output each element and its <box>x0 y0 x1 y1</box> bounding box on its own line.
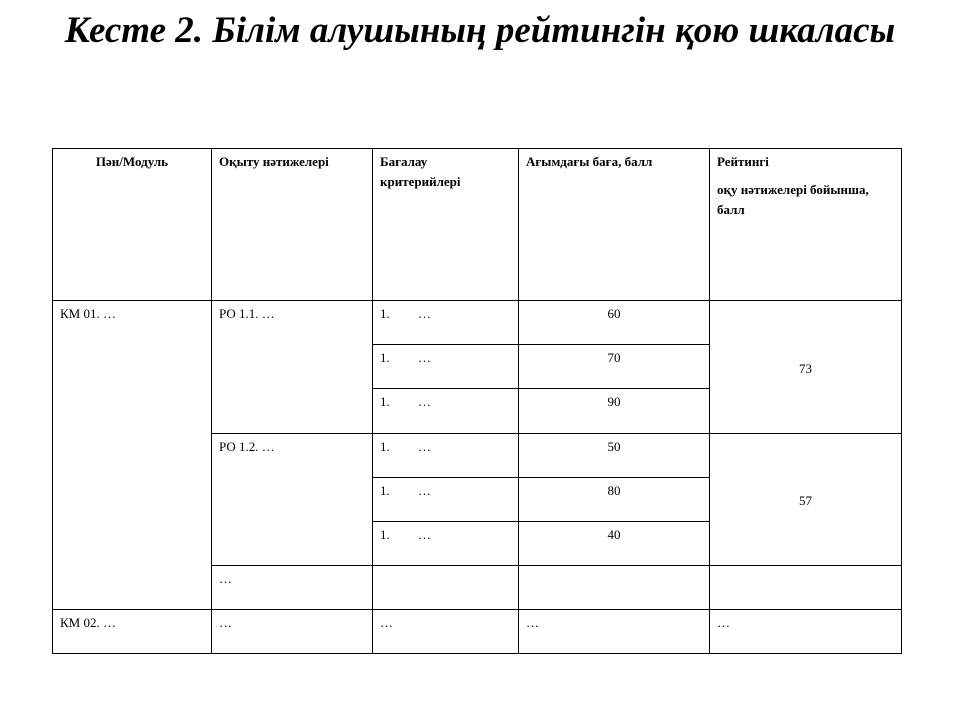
empty-cell <box>519 566 710 610</box>
rating-scale-table <box>52 148 902 654</box>
empty-cell <box>373 566 519 610</box>
criterion-cell <box>373 345 519 389</box>
rating-cell-ro12: 57 <box>710 434 902 566</box>
criterion-cell <box>373 522 519 566</box>
score-cell: 70 <box>519 345 710 389</box>
score-cell: 90 <box>519 389 710 434</box>
criterion-number: 1. <box>380 350 390 365</box>
criterion-text: … <box>418 527 431 542</box>
criterion-text: … <box>418 306 431 321</box>
empty-cell <box>710 566 902 610</box>
criterion-text: … <box>418 439 431 454</box>
ellipsis-cell: … <box>373 610 519 654</box>
score-cell: 50 <box>519 434 710 478</box>
header-rating <box>710 149 902 301</box>
criterion-cell <box>373 434 519 478</box>
score-cell: 80 <box>519 478 710 522</box>
ellipsis-cell: … <box>710 610 902 654</box>
header-current-score: Ағымдағы баға, балл <box>519 149 710 301</box>
header-criteria-line-2: критерийлері <box>380 174 461 189</box>
criterion-text: … <box>418 483 431 498</box>
outcome-cell-ro12: РО 1.2. … <box>212 434 373 566</box>
outcome-cell-more: … <box>212 566 373 610</box>
page-title: Кесте 2. Білім алушының рейтингін қою шкаласы <box>64 10 896 51</box>
criterion-number: 1. <box>380 439 390 454</box>
table-row <box>53 610 902 654</box>
score-cell: 40 <box>519 522 710 566</box>
criterion-number: 1. <box>380 394 390 409</box>
criterion-text: … <box>418 350 431 365</box>
header-rating-line-2: оқу нәтижелері бойынша, балл <box>717 182 869 217</box>
header-rating-line-1: Рейтингі <box>717 154 769 169</box>
score-cell: 60 <box>519 301 710 345</box>
header-outcomes: Оқыту нәтижелері <box>212 149 373 301</box>
module-cell-km02: КМ 02. … <box>53 610 212 654</box>
criterion-cell <box>373 301 519 345</box>
header-subject: Пән/Модуль <box>53 149 212 301</box>
criterion-text: … <box>418 394 431 409</box>
rating-cell-ro11: 73 <box>710 301 902 434</box>
criterion-cell <box>373 389 519 434</box>
outcome-cell-ro11: РО 1.1. … <box>212 301 373 434</box>
table-header-row <box>53 149 902 301</box>
criterion-number: 1. <box>380 306 390 321</box>
criterion-cell <box>373 478 519 522</box>
criterion-number: 1. <box>380 527 390 542</box>
ellipsis-cell: … <box>212 610 373 654</box>
table-row <box>53 301 902 345</box>
criterion-number: 1. <box>380 483 390 498</box>
header-criteria <box>373 149 519 301</box>
ellipsis-cell: … <box>519 610 710 654</box>
module-cell-km01: КМ 01. … <box>53 301 212 610</box>
header-criteria-line-1: Бағалау <box>380 154 428 169</box>
